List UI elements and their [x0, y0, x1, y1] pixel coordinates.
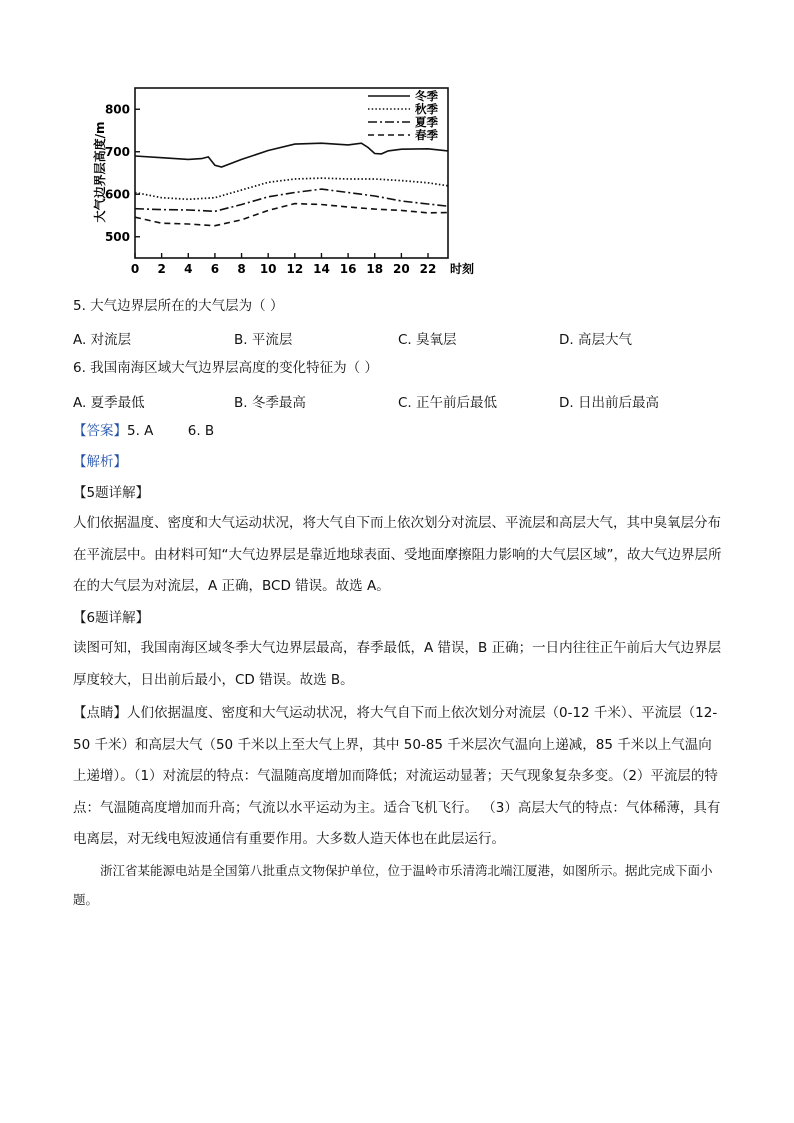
- q6-stem: 6. 我国南海区域大气边界层高度的变化特征为（ ）: [73, 360, 378, 376]
- q5-option-c[interactable]: C. 臭氧层: [398, 332, 457, 348]
- x-tick-label-6: 12: [286, 262, 304, 276]
- tip-paragraph: [73, 698, 723, 856]
- x-tick-label-1: 2: [157, 262, 166, 276]
- material-intro: 浙江省某能源电站是全国第八批重点文物保护单位，位于温岭市乐清湾北端江厦港，如图所示。据此完成下面小题。: [73, 863, 713, 907]
- x-tick-label-7: 14: [313, 262, 330, 276]
- series-line-3: [135, 204, 448, 226]
- legend-label-0: 冬季: [415, 89, 438, 103]
- x-tick-label-2: 4: [184, 262, 193, 276]
- q6-detail-text: 读图可知，我国南海区域冬季大气边界层最高，春季最低，A 错误，B 正确；一日内往往正午前后大气边界层厚度较大，日出前后最小，CD 错误。故选 B。: [73, 640, 722, 688]
- q5-stem: 5. 大气边界层所在的大气层为（ ）: [73, 298, 284, 314]
- plot-frame: [135, 88, 448, 258]
- tip-text: 人们依据温度、密度和大气运动状况，将大气自下而上依次划分对流层（0-12 千米）、平流层（12-50 千米）和高层大气（50 千米以上至大气上界，其中 50-85 千米层次气温向上递减，85 千米以上气温向上递增）。（1）对流层的特点：气温随高度增加而降低；对流运动显著；天气现象复杂多变。（2）平流层的特点：气温随高度增加而升高；气流以水平运动为主。适合飞机飞行。 （3）高层大气的特点：气体稀薄，具有电离层，对无线电短波通信有重要作用。大多数人造天体也在此层运行。: [73, 705, 721, 847]
- legend-label-1: 秋季: [415, 102, 438, 116]
- q6-option-c[interactable]: C. 正午前后最低: [398, 395, 498, 411]
- q6-option-b[interactable]: B. 冬季最高: [234, 395, 306, 411]
- analysis-label: 【解析】: [73, 454, 127, 470]
- x-axis-label: 时刻: [449, 262, 475, 276]
- y-tick-label-3: 800: [104, 102, 130, 117]
- y-axis-label: 大气边界层高度/m: [93, 121, 107, 223]
- y-tick-label-1: 600: [104, 187, 130, 202]
- legend-label-2: 夏季: [415, 115, 438, 129]
- x-tick-label-9: 18: [366, 262, 384, 276]
- boundary-layer-chart: [88, 80, 488, 280]
- q6-option-d[interactable]: D. 日出前后最高: [559, 395, 659, 411]
- series-line-0: [135, 143, 448, 167]
- q5-option-d[interactable]: D. 高层大气: [559, 332, 632, 348]
- x-tick-label-5: 10: [259, 262, 277, 276]
- x-tick-label-11: 22: [419, 262, 437, 276]
- series-line-2: [135, 189, 448, 211]
- x-tick-label-0: 0: [130, 262, 140, 276]
- answer-line: [73, 422, 214, 440]
- series-line-1: [135, 178, 448, 199]
- tip-label: 【点睛】: [73, 705, 127, 721]
- q5-option-a[interactable]: A. 对流层: [73, 332, 132, 348]
- q5-option-b[interactable]: B. 平流层: [234, 332, 293, 348]
- legend-label-3: 春季: [415, 128, 438, 142]
- chart-svg: [88, 80, 488, 280]
- x-tick-label-10: 20: [393, 262, 410, 276]
- q6-detail-label: 【6题详解】: [73, 610, 150, 626]
- y-tick-label-2: 700: [104, 144, 130, 159]
- x-tick-label-8: 16: [339, 262, 357, 276]
- answer-label: 【答案】: [73, 423, 127, 439]
- q5-detail-text: 人们依据温度、密度和大气运动状况，将大气自下而上依次划分对流层、平流层和高层大气，其中臭氧层分布在平流层中。由材料可知“大气边界层是靠近地球表面、受地面摩擦阻力影响的大气层区域”，故大气边界层所在的大气层为对流层，A 正确，BCD 错误。故选 A。: [73, 515, 722, 594]
- q6-option-a[interactable]: A. 夏季最低: [73, 395, 145, 411]
- q5-detail-label: 【5题详解】: [73, 485, 150, 501]
- answer-text: 5. A 6. B: [127, 423, 215, 439]
- y-tick-label-0: 500: [104, 229, 130, 244]
- x-tick-label-4: 8: [237, 262, 246, 276]
- x-tick-label-3: 6: [210, 262, 220, 276]
